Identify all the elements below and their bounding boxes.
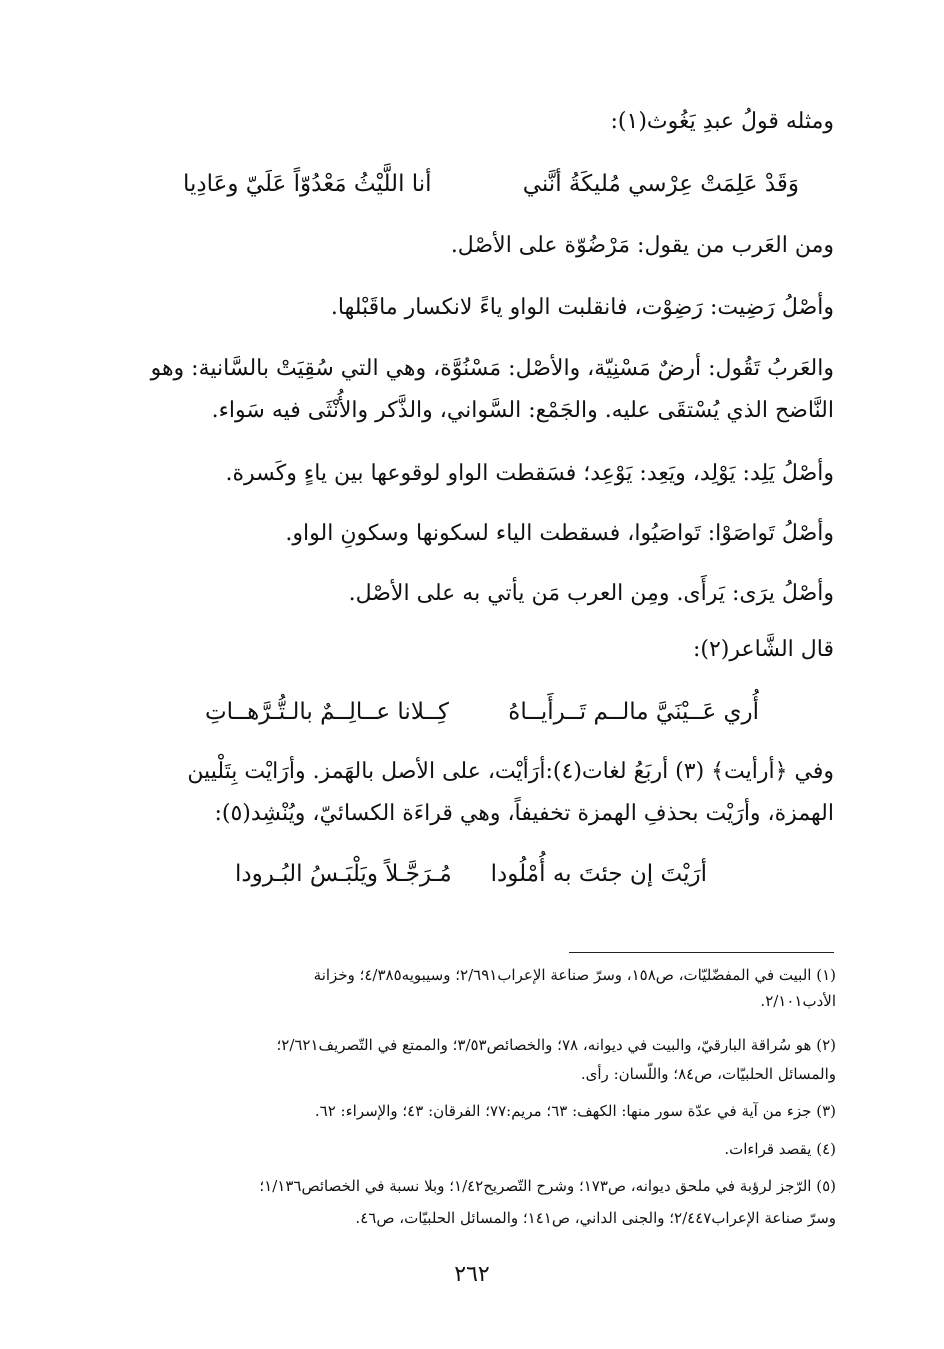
paragraph-line: وأصْلُ يرَى: يَرأَى. ومِن العرب مَن يأتي به على الأصْل. <box>348 581 834 606</box>
footnote-separator <box>569 952 834 953</box>
verse2-second-hemistich: كِــلانا عــالِــمٌ بالـتُّـرَّهــاتِ <box>205 699 449 725</box>
verse1-second-hemistich: أنا اللَّيْثُ مَعْدُوّاً عَلَيّ وعَادِيا <box>183 171 432 197</box>
paragraph-line: النَّاضح الذي يُسْتقَى عليه. والجَمْع: السَّواني، والذَّكر والأُنْثَى فيه سَواء. <box>211 398 834 423</box>
footnote-2-continuation: والمسائل الحلبيّات، ص٨٤؛ واللّسان: رأى. <box>580 1065 836 1083</box>
verse2-first-hemistich: أُري عَــيْنَيَّ مالــم تَــرأَيــاهُ <box>508 699 759 725</box>
paragraph-line: الهمزة، وأرَيْت بحذفِ الهمزة تخفيفاً، وهي قراءَة الكسائيّ، ويُنْشِد(٥): <box>214 801 834 826</box>
paragraph-line: وأصْلُ رَضِيت: رَضِوْت، فانقلبت الواو ياءً لانكسار ماقَبْلها. <box>330 295 834 320</box>
footnote-3: (٣) جزء من آية في عدّة سور منها: الكهف: ٦٣؛ مريم:٧٧؛ الفرقان: ٤٣؛ والإسراء: ٦٢. <box>314 1102 836 1120</box>
footnote-2: (٢) هو سُراقة البارقيّ، والبيت في ديوانه، ٧٨؛ والخصائص٣/٥٣؛ والممتع في التّصريف٢/٦٢١؛ <box>276 1036 836 1054</box>
intro-line: ومثله قولُ عبدِ يَغُوث(١): <box>610 109 834 134</box>
footnote-5-continuation: وسرّ صناعة الإعراب٢/٤٤٧؛ والجنى الداني، ص١٤١؛ والمسائل الحلبيّات، ص٤٦. <box>355 1209 836 1227</box>
paragraph-line: ومن العَرب من يقول: مَرْضُوّة على الأصْل. <box>450 233 834 258</box>
page-number: ٢٦٢ <box>454 1262 490 1287</box>
paragraph-line: والعَربُ تَقُول: أرضٌ مَسْنِيّة، والأصْل: مَسْنُوَّة، وهي التي سُقِيَتْ بالسَّانية: وهو <box>150 356 834 381</box>
paragraph-line: وأصْلُ تَواصَوْا: تَواصَيُوا، فسقطت الياء لسكونها وسكونِ الواو. <box>285 521 834 546</box>
poet-intro-line: قال الشَّاعر(٢): <box>692 637 834 662</box>
verse3-first-hemistich: أرَيْتَ إن جئتَ به أُمْلُودا <box>490 861 707 887</box>
footnote-4: (٤) يقصد قراءات. <box>724 1140 836 1158</box>
footnote-5: (٥) الرّجز لرؤبة في ملحق ديوانه، ص١٧٣؛ وشرح التّصريح١/٤٢؛ وبلا نسبة في الخصائص١/١٣٦؛ <box>259 1177 836 1195</box>
verse3-second-hemistich: مُـرَجَّـلاً ويَلْبَـسُ البُـرودا <box>235 861 452 887</box>
footnote-1-continuation: الأدب٢/١٠١. <box>760 992 836 1010</box>
verse1-first-hemistich: وَقَدْ عَلِمَتْ عِرْسي مُليكَةُ أنَّني <box>522 171 799 197</box>
paragraph-line: وأصْلُ يَلِد: يَوْلِد، ويَعِد: يَوْعِد؛ فسَقطت الواو لوقوعها بين ياءٍ وكَسرة. <box>225 461 834 486</box>
paragraph-line: وفي ﴿أرأيت﴾ (٣) أربَعُ لغات(٤):أرَأيْت، على الأصل بالهَمز. وأرَايْت بِتَلْيين <box>187 759 834 784</box>
footnote-1: (١) البيت في المفضّليّات، ص١٥٨، وسرّ صناعة الإعراب٢/٦٩١؛ وسيبويه٤/٣٨٥؛ وخزانة <box>313 966 836 984</box>
